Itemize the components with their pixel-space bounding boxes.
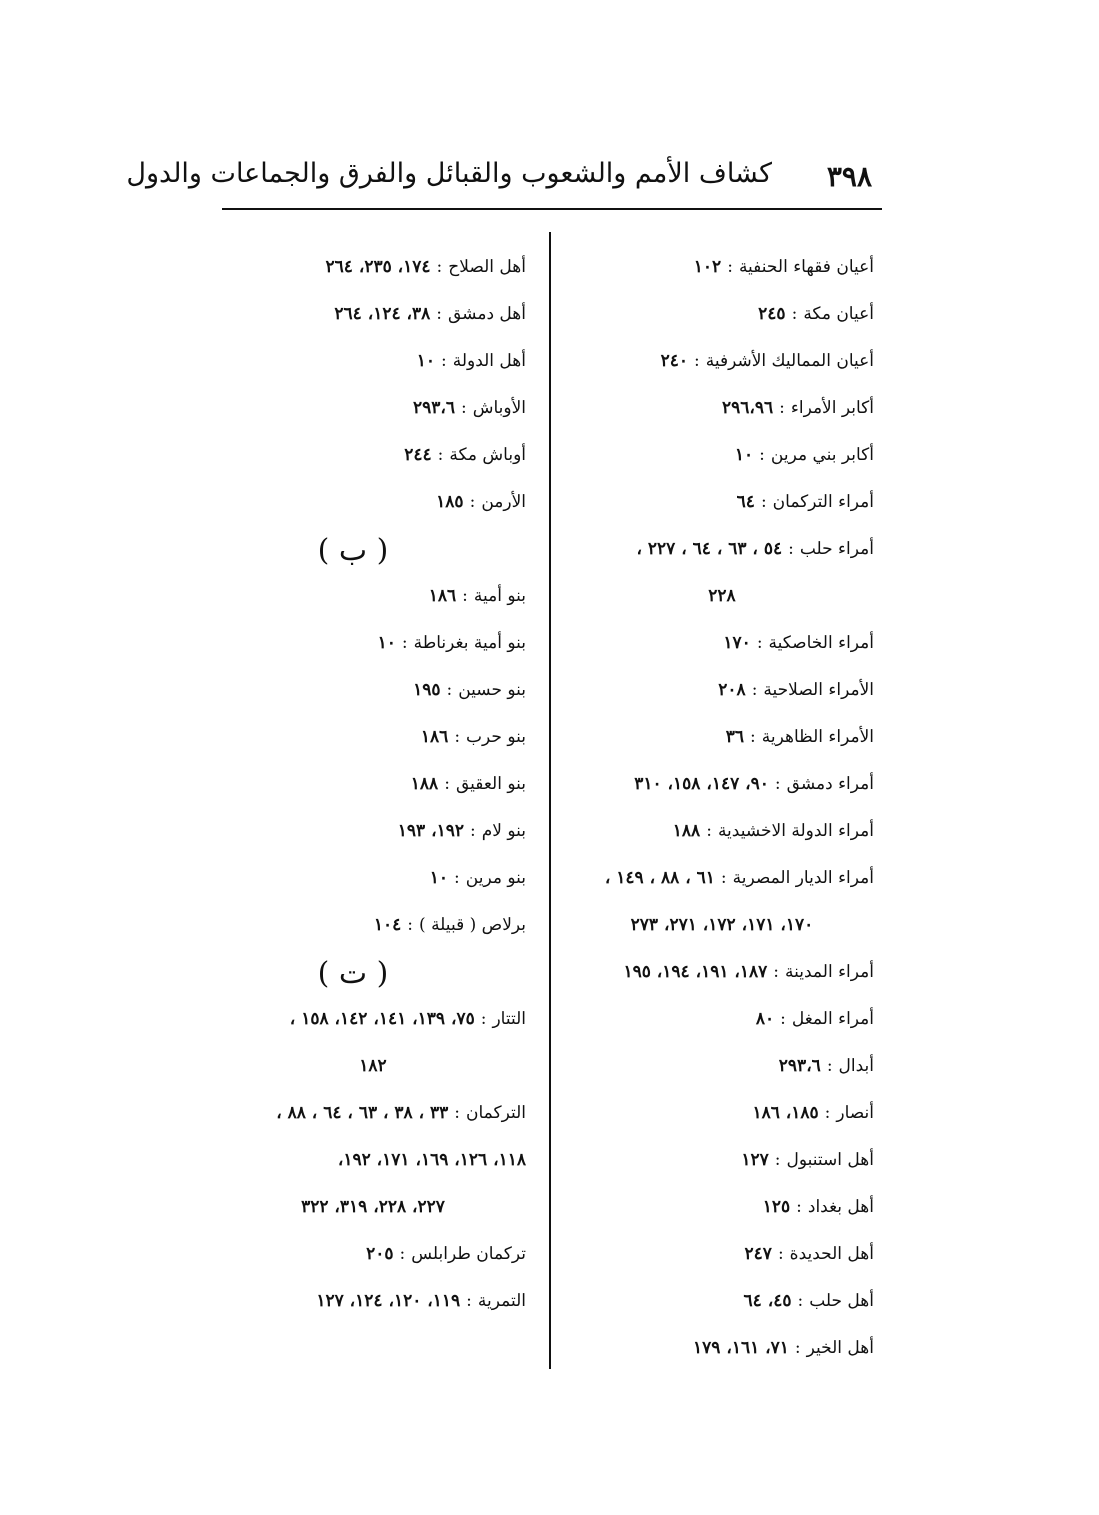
index-entry-pages: ١٨٨ bbox=[672, 821, 701, 841]
index-entry bbox=[570, 536, 874, 583]
index-entry-pages: ٥٤ ، ٦٣ ، ٦٤ ، ٢٢٧ ، bbox=[636, 539, 783, 559]
index-entry bbox=[570, 630, 874, 677]
index-entry bbox=[570, 1147, 874, 1194]
index-entry-separator: : bbox=[750, 727, 756, 747]
index-entry-label: بنو حرب bbox=[466, 727, 526, 747]
index-entry-pages: ١٢٥ bbox=[762, 1197, 791, 1217]
header-rule bbox=[222, 208, 882, 210]
index-entry-separator: : bbox=[791, 304, 798, 324]
index-entry-pages: ٢٠٨ bbox=[718, 680, 746, 700]
index-entry-separator: : bbox=[760, 492, 767, 512]
index-entry bbox=[570, 1053, 874, 1100]
index-entry-continuation: ٢٢٨ bbox=[708, 586, 736, 606]
page-number: ٣٩٨ bbox=[826, 160, 872, 193]
index-entry bbox=[220, 865, 526, 912]
index-entry-pages: ٦١ ، ٨٨ ، ١٤٩ ، bbox=[604, 868, 715, 888]
index-entry-separator: : bbox=[788, 539, 794, 559]
index-entry-pages: ٧١، ١٦١، ١٧٩ bbox=[693, 1338, 789, 1358]
index-entry-separator: : bbox=[706, 821, 712, 841]
index-entry bbox=[570, 1288, 874, 1335]
index-entry-pages: ١٢٧ bbox=[741, 1150, 769, 1170]
index-entry-pages: ١٨٧، ١٩١، ١٩٤، ١٩٥ bbox=[623, 962, 768, 982]
index-entry-pages: ١٨٦ bbox=[420, 727, 449, 747]
index-entry bbox=[220, 1288, 526, 1335]
index-entry-pages: ١٩٢، ١٩٣ bbox=[397, 821, 464, 841]
index-entry-label: أمراء المدينة bbox=[785, 962, 874, 982]
section-letter-heading: ( ت ) bbox=[317, 956, 389, 991]
index-entry-pages: ١٧٤، ٢٣٥، ٢٦٤ bbox=[325, 257, 431, 277]
index-entry-separator: : bbox=[824, 1103, 831, 1123]
index-entry bbox=[570, 442, 874, 489]
index-entry-pages: ١٨٥، ١٨٦ bbox=[752, 1103, 819, 1123]
index-entry-continuation: ١٨٢ bbox=[359, 1056, 387, 1076]
index-entry bbox=[570, 677, 874, 724]
index-entry bbox=[570, 395, 874, 442]
index-entry-separator: : bbox=[401, 633, 408, 653]
index-entry bbox=[220, 1006, 526, 1053]
index-entry bbox=[220, 630, 526, 677]
index-entry-pages: ١٠٤ bbox=[373, 915, 402, 935]
index-entry bbox=[220, 442, 526, 489]
index-entry-label: أهل الصلاح bbox=[448, 257, 526, 277]
index-entry-pages: ١١٩، ١٢٠، ١٢٤، ١٢٧ bbox=[316, 1291, 461, 1311]
index-entry-separator: : bbox=[436, 304, 442, 324]
index-entry bbox=[570, 771, 874, 818]
running-title: كشاف الأمم والشعوب والقبائل والفرق والجماعات والدول bbox=[126, 158, 772, 189]
index-entry bbox=[570, 1335, 874, 1382]
index-entry bbox=[570, 254, 874, 301]
index-entry bbox=[220, 583, 526, 630]
index-entry-label: أهل دمشق bbox=[448, 304, 526, 324]
index-entry-label: الأوباش bbox=[472, 398, 526, 418]
index-entry bbox=[220, 395, 526, 442]
section-letter-heading: ( ب ) bbox=[317, 533, 389, 568]
index-entry-pages: ٢٩٣،٦ bbox=[412, 398, 455, 418]
index-entry-separator: : bbox=[774, 774, 781, 794]
index-entry-label: التتار bbox=[492, 1009, 526, 1029]
index-entry-separator: : bbox=[462, 586, 468, 606]
index-entry bbox=[570, 818, 874, 865]
index-entry-pages: ٤٥، ٦٤ bbox=[743, 1291, 792, 1311]
index-entry-label: أمراء الخاصكية bbox=[768, 633, 874, 653]
index-entry-pages: ٧٥، ١٣٩، ١٤١، ١٤٢، ١٥٨ ، bbox=[289, 1009, 475, 1029]
index-entry-label: أعيان مكة bbox=[803, 304, 874, 324]
index-entry-label: أهل الدولة bbox=[452, 351, 526, 371]
index-entry-separator: : bbox=[466, 1291, 472, 1311]
index-entry-label: أمراء التركمان bbox=[772, 492, 874, 512]
index-entry-pages: ٢٩٦،٩٦ bbox=[721, 398, 774, 418]
index-entry bbox=[220, 818, 526, 865]
index-entry-pages: ١٨٦ bbox=[428, 586, 457, 606]
index-entry-label: أعيان فقهاء الحنفية bbox=[738, 257, 874, 277]
index-entry-pages: ٣٦ bbox=[725, 727, 745, 747]
index-entry-separator: : bbox=[777, 1244, 784, 1264]
index-entry bbox=[570, 959, 874, 1006]
index-entry-pages: ٦٤ bbox=[736, 492, 755, 512]
index-entry-continuation: ١١٨، ١٢٦، ١٦٩، ١٧١، ١٩٢، bbox=[337, 1150, 526, 1170]
index-entry bbox=[220, 301, 526, 348]
index-entry-separator: : bbox=[444, 774, 450, 794]
index-entry-label: أهل بغداد bbox=[807, 1197, 874, 1217]
index-entry-separator: : bbox=[780, 1009, 786, 1029]
index-entry-label: أنصار bbox=[836, 1103, 874, 1123]
index-entry-label: أهل الخير bbox=[806, 1338, 874, 1358]
index-entry-separator: : bbox=[440, 351, 447, 371]
index-entry-separator: : bbox=[720, 868, 727, 888]
index-entry-label: الأرمن bbox=[481, 492, 526, 512]
index-entry bbox=[220, 1241, 526, 1288]
index-entry-pages: ٢٠٥ bbox=[366, 1244, 394, 1264]
index-entry-label: أهل الحديدة bbox=[789, 1244, 874, 1264]
index-entry-separator: : bbox=[407, 915, 414, 935]
index-entry-pages: ١٩٥ bbox=[413, 680, 441, 700]
index-entry-separator: : bbox=[454, 868, 460, 888]
index-entry-separator: : bbox=[469, 492, 476, 512]
index-entry-pages: ١٨٨ bbox=[410, 774, 439, 794]
index-entry-separator: : bbox=[826, 1056, 833, 1076]
index-entry bbox=[570, 301, 874, 348]
index-column-left bbox=[220, 254, 526, 1335]
index-entry bbox=[570, 1194, 874, 1241]
index-entry-pages: ١٠٢ bbox=[693, 257, 722, 277]
index-entry-separator: : bbox=[774, 1150, 781, 1170]
index-entry bbox=[220, 348, 526, 395]
index-entry-label: بنو لام bbox=[481, 821, 526, 841]
index-entry-separator: : bbox=[727, 257, 733, 277]
index-entry-label: بنو مرين bbox=[465, 868, 526, 888]
column-divider bbox=[549, 232, 551, 1369]
index-entry-separator: : bbox=[759, 445, 765, 465]
index-entry-label: تركمان طرابلس bbox=[411, 1244, 526, 1264]
index-entry-label: أكابر بني مرين bbox=[770, 445, 874, 465]
index-entry-separator: : bbox=[779, 398, 785, 418]
index-entry-separator: : bbox=[454, 1103, 460, 1123]
index-entry bbox=[570, 724, 874, 771]
index-entry bbox=[220, 912, 526, 959]
index-entry-separator: : bbox=[454, 727, 461, 747]
index-entry-label: الأمراء الظاهرية bbox=[761, 727, 874, 747]
index-entry-pages: ٣٣ ، ٣٨ ، ٦٣ ، ٦٤ ، ٨٨ ، bbox=[276, 1103, 449, 1123]
index-entry-label: أهل حلب bbox=[809, 1291, 874, 1311]
index-entry-pages: ٢٩٣،٦ bbox=[778, 1056, 821, 1076]
index-entry-label: أوباش مكة bbox=[449, 445, 526, 465]
index-entry-separator: : bbox=[480, 1009, 487, 1029]
index-entry-label: أهل استنبول bbox=[786, 1150, 874, 1170]
index-entry-separator: : bbox=[446, 680, 453, 700]
index-entry-pages: ٢٤٤ bbox=[404, 445, 432, 465]
index-entry-label: بنو أمية بغرناطة bbox=[413, 633, 526, 653]
index-entry bbox=[570, 1241, 874, 1288]
index-column-right bbox=[570, 254, 874, 1382]
index-entry-label: التمرية bbox=[477, 1291, 526, 1311]
index-entry-pages: ٨٠ bbox=[755, 1009, 775, 1029]
index-entry-separator: : bbox=[751, 680, 758, 700]
index-entry-label: برلاص ( قبيلة ) bbox=[419, 915, 526, 935]
index-entry-separator: : bbox=[756, 633, 763, 653]
index-entry-label: الأمراء الصلاحية bbox=[763, 680, 874, 700]
index-entry-pages: ٢٤٧ bbox=[744, 1244, 772, 1264]
index-entry-separator: : bbox=[436, 257, 443, 277]
index-entry-separator: : bbox=[796, 1197, 802, 1217]
index-entry-label: أعيان المماليك الأشرفية bbox=[705, 351, 874, 371]
index-entry-pages: ٩٠، ١٤٧، ١٥٨، ٣١٠ bbox=[634, 774, 769, 794]
index-entry-pages: ١٠ bbox=[416, 351, 435, 371]
index-entry bbox=[220, 489, 526, 536]
index-entry bbox=[570, 1006, 874, 1053]
index-entry-continuation: ٢٢٧، ٢٢٨، ٣١٩، ٣٢٢ bbox=[301, 1197, 445, 1217]
index-entry-continuation: ١٧٠، ١٧١، ١٧٢، ٢٧١، ٢٧٣ bbox=[630, 915, 814, 935]
index-entry-pages: ٢٤٥ bbox=[758, 304, 786, 324]
index-entry-separator: : bbox=[460, 398, 467, 418]
page-header bbox=[126, 158, 880, 202]
index-entry-separator: : bbox=[399, 1244, 406, 1264]
index-entry-label: بنو حسين bbox=[458, 680, 526, 700]
index-entry-label: أمراء الديار المصرية bbox=[732, 868, 874, 888]
index-entry-separator: : bbox=[694, 351, 700, 371]
index-entry-pages: ٣٨، ١٢٤، ٢٦٤ bbox=[334, 304, 431, 324]
index-entry-label: بنو أمية bbox=[473, 586, 526, 606]
index-entry-separator: : bbox=[794, 1338, 801, 1358]
index-entry-label: التركمان bbox=[466, 1103, 526, 1123]
index-entry-separator: : bbox=[469, 821, 476, 841]
index-entry-separator: : bbox=[797, 1291, 804, 1311]
index-entry-label: أمراء حلب bbox=[799, 539, 874, 559]
index-entry-pages: ١٧٠ bbox=[723, 633, 751, 653]
index-entry-label: بنو العقيق bbox=[455, 774, 526, 794]
index-entry-label: أبدال bbox=[838, 1056, 874, 1076]
index-entry bbox=[220, 677, 526, 724]
index-entry bbox=[220, 724, 526, 771]
index-entry-pages: ١٨٥ bbox=[436, 492, 464, 512]
index-entry-pages: ١٠ bbox=[377, 633, 396, 653]
index-entry-pages: ١٠ bbox=[429, 868, 449, 888]
index-entry-separator: : bbox=[437, 445, 444, 465]
index-entry-pages: ٢٤٠ bbox=[660, 351, 688, 371]
index-entry-separator: : bbox=[773, 962, 780, 982]
index-entry-label: أمراء المغل bbox=[791, 1009, 874, 1029]
index-entry-label: أمراء الدولة الاخشيدية bbox=[717, 821, 874, 841]
index-entry bbox=[570, 489, 874, 536]
index-entry bbox=[570, 1100, 874, 1147]
index-entry bbox=[570, 348, 874, 395]
index-entry bbox=[220, 254, 526, 301]
index-entry-label: أكابر الأمراء bbox=[790, 398, 874, 418]
index-entry bbox=[220, 1100, 526, 1147]
index-entry bbox=[220, 771, 526, 818]
index-entry bbox=[570, 865, 874, 912]
index-entry-label: أمراء دمشق bbox=[786, 774, 874, 794]
index-entry-pages: ١٠ bbox=[734, 445, 754, 465]
